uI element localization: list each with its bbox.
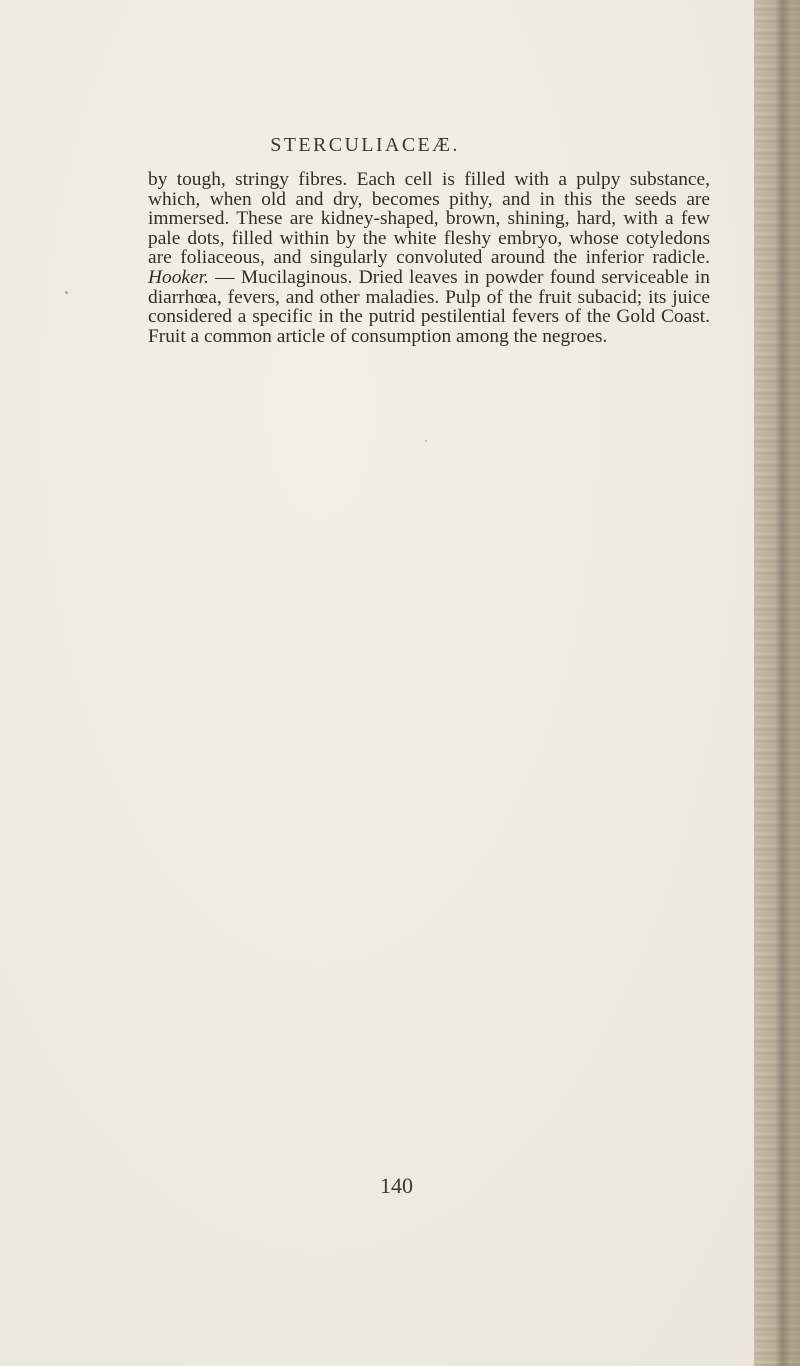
paper-speck bbox=[65, 291, 68, 294]
paper-speck bbox=[425, 440, 427, 442]
text-line-9: Fruit a common article of consumption among the negroes. bbox=[148, 325, 608, 347]
text-line-6 bbox=[148, 268, 710, 288]
running-head: STERCULIACEÆ. bbox=[270, 134, 460, 156]
body-paragraph bbox=[148, 170, 710, 346]
text-line-2: which, when old and dry, becomes pithy, and in this the seeds are bbox=[148, 188, 710, 210]
text-line-8: considered a specific in the putrid pestilential fevers of the Gold Coast. bbox=[148, 306, 710, 328]
text-line-7: diarrhœa, fevers, and other maladies. Pulp of the fruit subacid; its juice bbox=[148, 286, 710, 308]
author-citation: Hooker. bbox=[148, 266, 209, 288]
text-line-6-rest: — Mucilaginous. Dried leaves in powder found serviceable in bbox=[215, 266, 710, 288]
text-line-3: immersed. These are kidney-shaped, brown, shining, hard, with a few bbox=[148, 208, 710, 230]
text-line-4: pale dots, filled within by the white fleshy embryo, whose cotyledons bbox=[148, 227, 710, 249]
page-number: 140 bbox=[380, 1173, 413, 1198]
text-line-5: are foliaceous, and singularly convoluted around the inferior radicle. bbox=[148, 247, 710, 269]
text-line-1: by tough, stringy fibres. Each cell is filled with a pulpy substance, bbox=[148, 169, 710, 190]
page-gutter bbox=[776, 0, 790, 1366]
page-edge-shadow bbox=[754, 0, 800, 1366]
